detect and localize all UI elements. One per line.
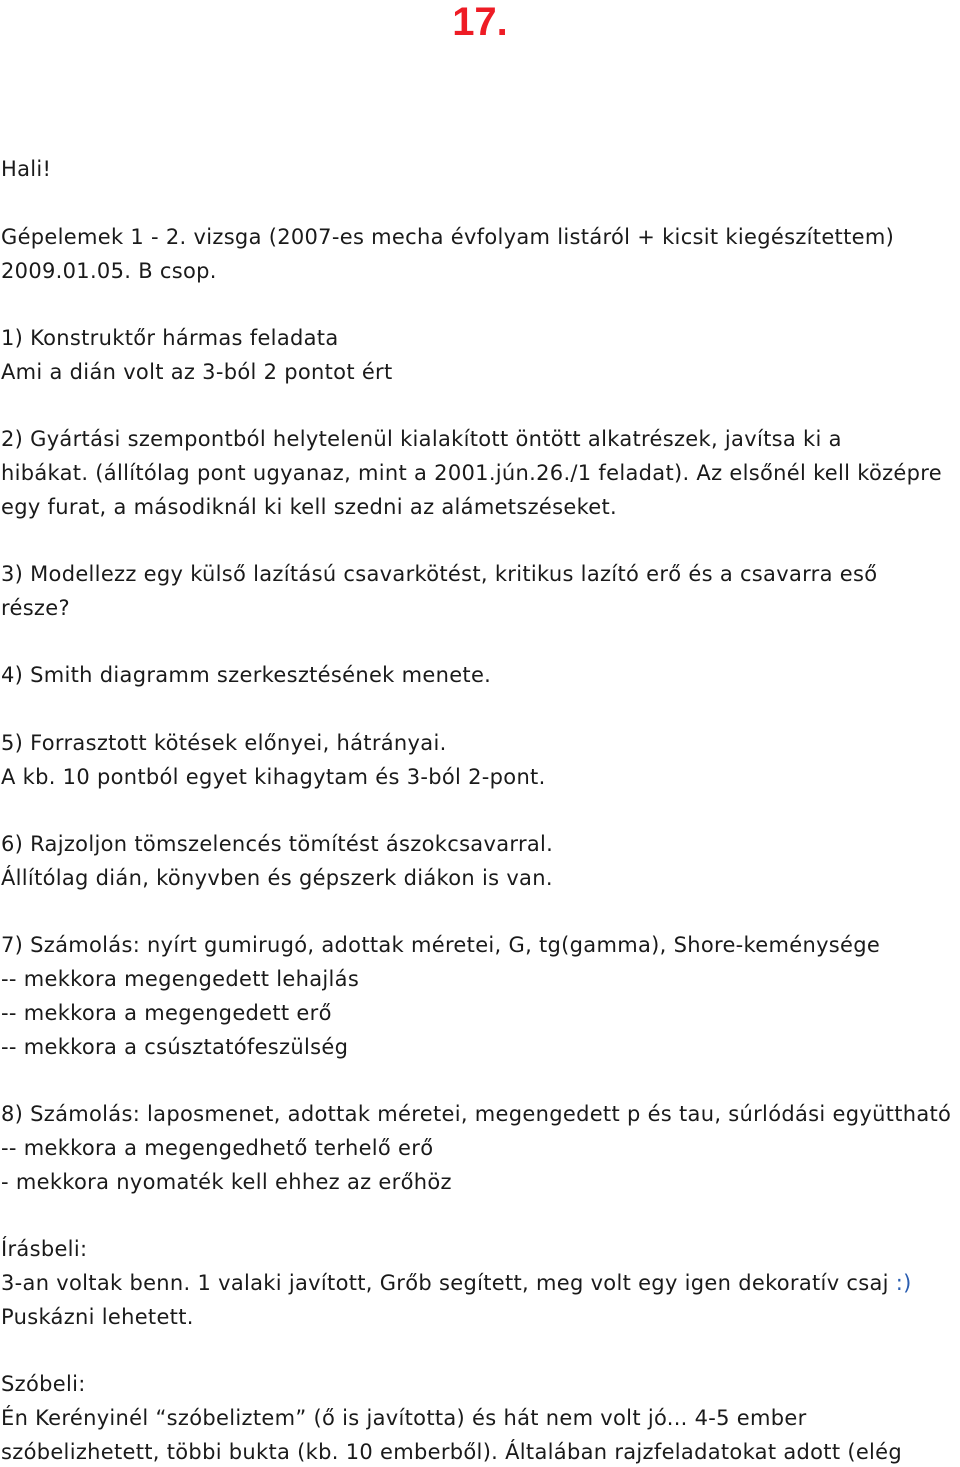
question-3-line-2: része? xyxy=(1,596,70,620)
intro-line-2: 2009.01.05. B csop. xyxy=(1,259,217,283)
question-6-note: Állítólag dián, könyvben és gépszerk diákon is van. xyxy=(1,866,553,890)
question-8-sub-1: -- mekkora a megengedhető terhelő erő xyxy=(1,1136,434,1160)
intro-line-1: Gépelemek 1 - 2. vizsga (2007-es mecha évfolyam listáról + kicsit kiegészítettem) xyxy=(1,225,895,249)
question-7-title: 7) Számolás: nyírt gumirugó, adottak méretei, G, tg(gamma), Shore-keménysége xyxy=(1,933,881,957)
written-exam-line-2: Puskázni lehetett. xyxy=(1,1305,194,1329)
question-2-line-3: egy furat, a másodiknál ki kell szedni az alámetszéseket. xyxy=(1,495,618,519)
oral-exam-line-1: Én Kerényinél “szóbeliztem” (ő is javította) és hát nem volt jó... 4-5 ember xyxy=(1,1406,807,1430)
question-7-sub-2: -- mekkora a megengedett erő xyxy=(1,1001,332,1025)
question-7-sub-1: -- mekkora megengedett lehajlás xyxy=(1,967,360,991)
question-8-sub-2: - mekkora nyomaték kell ehhez az erőhöz xyxy=(1,1170,452,1194)
page-number: 17. xyxy=(452,0,508,44)
question-6-title: 6) Rajzoljon tömszelencés tömítést ászokcsavarral. xyxy=(1,832,554,856)
question-2-line-1: 2) Gyártási szempontból helytelenül kialakított öntött alkatrészek, javítsa ki a xyxy=(1,427,842,451)
question-5-title: 5) Forrasztott kötések előnyei, hátrányai. xyxy=(1,731,447,755)
question-3-line-1: 3) Modellezz egy külső lazítású csavarkötést, kritikus lazító erő és a csavarra eső xyxy=(1,562,878,586)
greeting: Hali! xyxy=(1,157,52,181)
question-4-title: 4) Smith diagramm szerkesztésének menete. xyxy=(1,663,492,687)
written-exam-heading: Írásbeli: xyxy=(1,1237,88,1261)
oral-exam-line-2: szóbelizhetett, többi bukta (kb. 10 emberből). Általában rajzfeladatokat adott (elég xyxy=(1,1440,903,1464)
written-exam-line-1-text: 3-an voltak benn. 1 valaki javított, Grőb segített, meg volt egy igen dekoratív csaj xyxy=(1,1271,896,1295)
question-5-note: A kb. 10 pontból egyet kihagytam és 3-ból 2-pont. xyxy=(1,765,546,789)
question-2-line-2: hibákat. (állítólag pont ugyanaz, mint a 2001.jún.26./1 feladat). Az elsőnél kell középre xyxy=(1,461,942,485)
smiley-emoticon: :) xyxy=(895,1271,912,1295)
question-1-note: Ami a dián volt az 3-ból 2 pontot ért xyxy=(1,360,393,384)
question-1-title: 1) Konstruktőr hármas feladata xyxy=(1,326,339,350)
question-7-sub-3: -- mekkora a csúsztatófeszülség xyxy=(1,1035,349,1059)
oral-exam-heading: Szóbeli: xyxy=(1,1372,86,1396)
written-exam-line-1 xyxy=(1,1268,912,1298)
question-8-title: 8) Számolás: laposmenet, adottak méretei, megengedett p és tau, súrlódási együttható xyxy=(1,1102,952,1126)
